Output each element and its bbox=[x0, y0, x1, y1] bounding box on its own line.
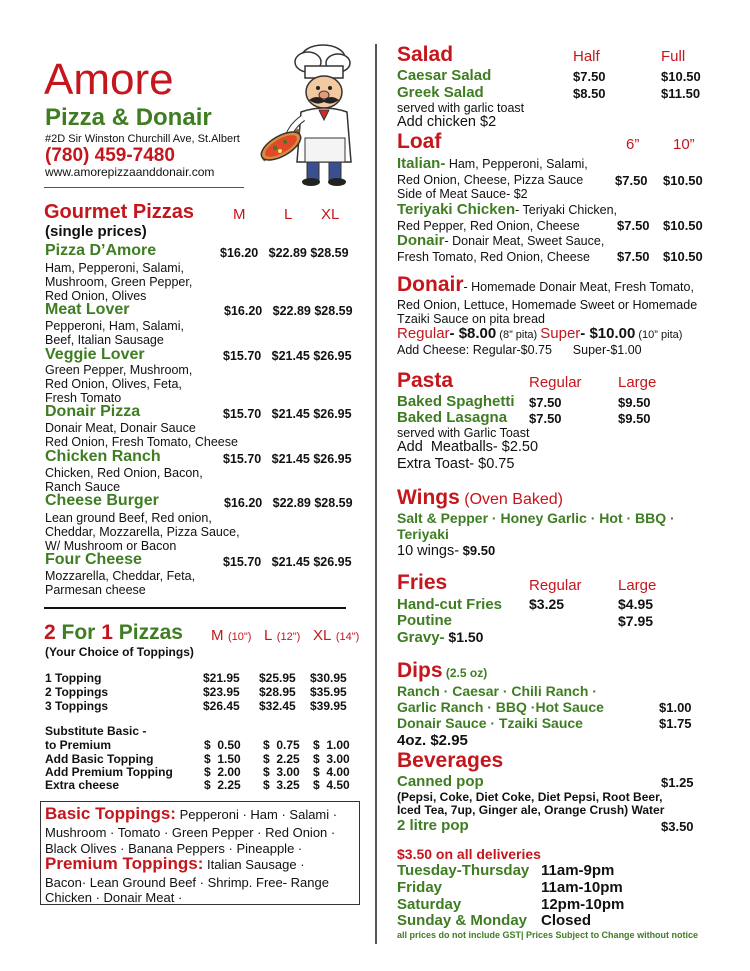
salad-item-half: $7.50 bbox=[573, 69, 606, 84]
salad-item-name: Caesar Salad bbox=[397, 67, 492, 84]
twoforone-row-xl: $39.95 bbox=[310, 699, 347, 713]
toppings-basic-line1 bbox=[45, 804, 337, 824]
donair-desc: - Homemade Donair Meat, Fresh Tomato, bbox=[463, 280, 694, 294]
donair-title: Donair bbox=[397, 273, 464, 296]
loaf-donair bbox=[397, 232, 604, 250]
loaf-italian bbox=[397, 155, 588, 173]
brand-phone: (780) 459-7480 bbox=[45, 145, 175, 166]
beverages-litre-price: $3.50 bbox=[661, 819, 694, 834]
fries-handcut-regular: $3.25 bbox=[529, 596, 565, 612]
twoforone-extra-m: $ 1.50 bbox=[204, 752, 241, 766]
loaf-italian-price-10: $10.50 bbox=[663, 173, 703, 188]
delivery-day: Saturday bbox=[397, 896, 462, 913]
twoforone-word: Pizzas bbox=[118, 621, 183, 644]
twoforone-row-label: 3 Toppings bbox=[45, 699, 109, 713]
dips-header bbox=[397, 659, 487, 683]
fries-large: Large bbox=[618, 577, 657, 594]
fries-gravy: Gravy- bbox=[397, 629, 445, 646]
loaf-donair-name: Donair bbox=[397, 232, 445, 249]
delivery-time: Closed bbox=[541, 912, 592, 929]
pasta-note: served with Garlic Toast bbox=[397, 426, 530, 440]
loaf-donair-desc2: Fresh Tomato, Red Onion, Cheese bbox=[397, 250, 590, 264]
loaf-teriyaki bbox=[397, 201, 617, 219]
loaf-title: Loaf bbox=[397, 130, 442, 153]
wings-count: 10 wings- bbox=[397, 543, 460, 559]
pasta-addon1: Add Meatballs- $2.50 bbox=[397, 439, 539, 455]
brand-subtitle: Pizza & Donair bbox=[45, 104, 212, 131]
toppings-premium-line3: Chicken · Donair Meat · bbox=[45, 890, 183, 905]
twoforone-row-l: $28.95 bbox=[259, 685, 296, 699]
donair-header bbox=[397, 273, 694, 297]
dips-line3: Donair Sauce · Tzaiki Sauce bbox=[397, 715, 583, 731]
salad-item-name: Greek Salad bbox=[397, 84, 484, 101]
gourmet-item-prices: $15.70 $21.45 $26.95 bbox=[223, 349, 352, 363]
salad-half: Half bbox=[573, 48, 600, 65]
dips-line4: 4oz. $2.95 bbox=[397, 732, 468, 749]
salad-item-full: $11.50 bbox=[661, 86, 701, 101]
twoforone-size-l bbox=[264, 627, 300, 645]
gourmet-item-desc: Green Pepper, Mushroom, bbox=[45, 363, 193, 377]
toppings-basic-text: Pepperoni · Ham · Salami · bbox=[175, 807, 338, 822]
gourmet-item-name: Chicken Ranch bbox=[45, 448, 161, 465]
fries-gravy-line bbox=[397, 629, 483, 647]
dips-line3-price: $1.75 bbox=[659, 716, 692, 731]
gourmet-item-prices: $15.70 $21.45 $26.95 bbox=[223, 452, 352, 466]
twoforone-size-xl-label: XL bbox=[313, 627, 332, 644]
pasta-large: Large bbox=[618, 374, 657, 391]
twoforone-row-label: 2 Toppings bbox=[45, 685, 109, 699]
delivery-day: Sunday & Monday bbox=[397, 912, 528, 929]
brand-website: www.amorepizzaanddonair.com bbox=[45, 165, 215, 179]
toppings-premium-line2: Bacon· Lean Ground Beef · Shrimp. Free- Range bbox=[45, 875, 329, 890]
wings-title: Wings bbox=[397, 486, 460, 509]
pasta-title: Pasta bbox=[397, 369, 454, 392]
twoforone-extra-m: $ 0.50 bbox=[204, 738, 241, 752]
gourmet-size-xl: XL bbox=[321, 206, 340, 223]
twoforone-title bbox=[44, 621, 183, 645]
gourmet-item-desc: Lean ground Beef, Red onion, bbox=[45, 511, 212, 525]
fries-regular: Regular bbox=[529, 577, 582, 594]
donair-regular-size: (8” pita) bbox=[496, 329, 541, 341]
twoforone-row-l: $32.45 bbox=[259, 699, 296, 713]
pasta-item-regular: $7.50 bbox=[529, 411, 562, 426]
dips-line2: Garlic Ranch · BBQ ·Hot Sauce bbox=[397, 699, 604, 715]
twoforone-size-l-label: L bbox=[264, 627, 273, 644]
gourmet-item-desc: Red Onion, Olives bbox=[45, 289, 147, 303]
gourmet-item-name: Veggie Lover bbox=[45, 346, 145, 363]
toppings-basic-title: Basic Toppings: bbox=[45, 804, 176, 823]
donair-regular-price: - $8.00 bbox=[449, 325, 497, 342]
gourmet-size-m: M bbox=[233, 206, 246, 223]
gourmet-item-desc: Ranch Sauce bbox=[45, 480, 121, 494]
dips-size: (2.5 oz) bbox=[442, 666, 488, 680]
beverages-canned-desc2: Iced Tea, 7up, Ginger ale, Orange Crush) Water bbox=[397, 803, 665, 817]
twoforone-extra-xl: $ 3.00 bbox=[313, 752, 350, 766]
twoforone-row-m: $23.95 bbox=[203, 685, 240, 699]
loaf-teriyaki-price-6: $7.50 bbox=[617, 218, 650, 233]
pasta-item-name: Baked Spaghetti bbox=[397, 393, 515, 410]
twoforone-extra-label: Add Premium Topping bbox=[45, 765, 173, 779]
donair-prices bbox=[397, 325, 682, 343]
wings-flavors: Salt & Pepper · Honey Garlic · Hot · BBQ · bbox=[397, 510, 675, 526]
dips-title: Dips bbox=[397, 659, 443, 682]
gourmet-item-desc: W/ Mushroom or Bacon bbox=[45, 539, 177, 553]
gourmet-item-desc: Fresh Tomato bbox=[45, 391, 122, 405]
twoforone-note: (Your Choice of Toppings) bbox=[45, 645, 194, 659]
gourmet-item-prices: $15.70 $21.45 $26.95 bbox=[223, 407, 352, 421]
twoforone-extra-xl: $ 4.00 bbox=[313, 765, 350, 779]
beverages-canned: Canned pop bbox=[397, 773, 484, 790]
twoforone-row-m: $26.45 bbox=[203, 699, 240, 713]
twoforone-row-xl: $35.95 bbox=[310, 685, 347, 699]
gourmet-item-desc: Chicken, Red Onion, Bacon, bbox=[45, 466, 203, 480]
twoforone-for: For bbox=[61, 621, 96, 644]
donair-cheese: Add Cheese: Regular-$0.75 Super-$1.00 bbox=[397, 343, 642, 357]
toppings-basic-line3: Black Olives · Banana Peppers · Pineapple · bbox=[45, 841, 303, 856]
gourmet-item-desc: Beef, Italian Sausage bbox=[45, 333, 164, 347]
gourmet-item-prices: $16.20 $22.89 $28.59 bbox=[220, 246, 349, 260]
twoforone-size-m-label: M bbox=[211, 627, 224, 644]
twoforone-row-xl: $30.95 bbox=[310, 671, 347, 685]
twoforone-extra-xl: $ 4.50 bbox=[313, 778, 350, 792]
gourmet-item-desc: Pepperoni, Ham, Salami, bbox=[45, 319, 184, 333]
wings-price: $9.50 bbox=[459, 543, 496, 558]
salad-note: served with garlic toast bbox=[397, 101, 525, 115]
toppings-premium-title: Premium Toppings: bbox=[45, 854, 204, 873]
salad-item-full: $10.50 bbox=[661, 69, 701, 84]
delivery-fee: $3.50 on all deliveries bbox=[397, 846, 541, 862]
loaf-size-6: 6” bbox=[626, 136, 640, 153]
twoforone-extra-m: $ 2.25 bbox=[204, 778, 241, 792]
delivery-time: 11am-9pm bbox=[541, 862, 615, 879]
twoforone-size-m bbox=[211, 627, 251, 645]
delivery-time: 11am-10pm bbox=[541, 879, 623, 896]
twoforone-size-xl-inches: (14") bbox=[335, 631, 360, 643]
twoforone-size-l-inches: (12") bbox=[276, 631, 301, 643]
donair-super-size: (10” pita) bbox=[635, 329, 683, 341]
gourmet-item-prices: $16.20 $22.89 $28.59 bbox=[224, 304, 353, 318]
donair-desc2: Red Onion, Lettuce, Homemade Sweet or Homemade bbox=[397, 298, 698, 312]
gourmet-item-prices: $15.70 $21.45 $26.95 bbox=[223, 555, 352, 569]
beverages-title: Beverages bbox=[397, 749, 504, 772]
loaf-italian-desc: Ham, Pepperoni, Salami, bbox=[445, 157, 588, 171]
pasta-item-name: Baked Lasagna bbox=[397, 409, 508, 426]
loaf-donair-price-10: $10.50 bbox=[663, 249, 703, 264]
dips-line2-price: $1.00 bbox=[659, 700, 692, 715]
twoforone-extra-label: to Premium bbox=[45, 738, 112, 752]
fries-gravy-price: $1.50 bbox=[444, 629, 484, 645]
twoforone-row-l: $25.95 bbox=[259, 671, 296, 685]
twoforone-extra-m: $ 2.00 bbox=[204, 765, 241, 779]
gourmet-item-desc: Mozzarella, Cheddar, Feta, bbox=[45, 569, 196, 583]
loaf-italian-desc2: Red Onion, Cheese, Pizza Sauce bbox=[397, 173, 584, 187]
loaf-italian-price-6: $7.50 bbox=[615, 173, 648, 188]
gourmet-note: (single prices) bbox=[45, 223, 147, 240]
gourmet-item-name: Four Cheese bbox=[45, 551, 142, 568]
twoforone-extra-l: $ 3.00 bbox=[263, 765, 300, 779]
twoforone-size-xl bbox=[313, 627, 359, 645]
pasta-regular: Regular bbox=[529, 374, 582, 391]
loaf-teriyaki-desc2: Red Pepper, Red Onion, Cheese bbox=[397, 219, 580, 233]
chef-illustration bbox=[253, 42, 365, 190]
beverages-canned-price: $1.25 bbox=[661, 775, 694, 790]
fries-handcut-large: $4.95 bbox=[618, 596, 654, 612]
donair-super-label: Super bbox=[540, 325, 581, 342]
beverages-canned-desc: (Pepsi, Coke, Diet Coke, Diet Pepsi, Root Beer, bbox=[397, 790, 663, 804]
loaf-teriyaki-name: Teriyaki Chicken bbox=[397, 201, 516, 218]
wings-flavors2: Teriyaki bbox=[397, 526, 449, 542]
gourmet-item-desc: Mushroom, Green Pepper, bbox=[45, 275, 193, 289]
gourmet-item-desc: Ham, Pepperoni, Salami, bbox=[45, 261, 184, 275]
wings-price-line bbox=[397, 542, 495, 560]
wings-subtitle: (Oven Baked) bbox=[459, 491, 563, 508]
fries-handcut: Hand-cut Fries bbox=[397, 596, 503, 613]
donair-regular-label: Regular bbox=[397, 325, 450, 342]
twoforone-extra-label: Extra cheese bbox=[45, 778, 120, 792]
brand-address: #2D Sir Winston Churchill Ave, St.Albert bbox=[45, 133, 240, 145]
delivery-time: 12pm-10pm bbox=[541, 896, 625, 913]
gourmet-item-desc: Donair Meat, Donair Sauce bbox=[45, 421, 196, 435]
delivery-day: Friday bbox=[397, 879, 443, 896]
brand-name: Amore bbox=[44, 55, 174, 104]
twoforone-extra-l: $ 0.75 bbox=[263, 738, 300, 752]
loaf-donair-desc: - Donair Meat, Sweet Sauce, bbox=[444, 234, 605, 248]
gourmet-item-name: Cheese Burger bbox=[45, 492, 159, 509]
loaf-teriyaki-price-10: $10.50 bbox=[663, 218, 703, 233]
toppings-basic-line2: Mushroom · Tomato · Green Pepper · Red Onion · bbox=[45, 825, 336, 840]
twoforone-extra-l: $ 2.25 bbox=[263, 752, 300, 766]
toppings-premium-text: Italian Sausage · bbox=[203, 857, 305, 872]
gourmet-divider bbox=[44, 607, 346, 609]
twoforone-extra-label: Add Basic Topping bbox=[45, 752, 154, 766]
gourmet-item-desc: Red Onion, Olives, Feta, bbox=[45, 377, 182, 391]
gourmet-item-name: Pizza D’Amore bbox=[45, 242, 157, 259]
loaf-donair-price-6: $7.50 bbox=[617, 249, 650, 264]
fries-poutine-large: $7.95 bbox=[618, 613, 654, 629]
gourmet-item-name: Donair Pizza bbox=[45, 403, 141, 420]
pasta-addon2: Extra Toast- $0.75 bbox=[397, 456, 515, 472]
twoforone-extra-xl: $ 1.00 bbox=[313, 738, 350, 752]
gourmet-title: Gourmet Pizzas bbox=[44, 201, 195, 223]
delivery-disclaimer: all prices do not include GST| Prices Subject to Change without notice bbox=[397, 930, 699, 940]
salad-title: Salad bbox=[397, 43, 454, 66]
donair-desc3: Tzaiki Sauce on pita bread bbox=[397, 312, 546, 326]
wings-header bbox=[397, 486, 563, 510]
salad-full: Full bbox=[661, 48, 686, 65]
gourmet-item-desc: Red Onion, Fresh Tomato, Cheese bbox=[45, 435, 238, 449]
donair-super-price: - $10.00 bbox=[580, 325, 636, 342]
twoforone-extra-l: $ 3.25 bbox=[263, 778, 300, 792]
salad-item-half: $8.50 bbox=[573, 86, 606, 101]
twoforone-num1: 2 bbox=[44, 621, 56, 644]
column-divider bbox=[375, 44, 377, 944]
pasta-item-large: $9.50 bbox=[618, 411, 651, 426]
pasta-item-regular: $7.50 bbox=[529, 395, 562, 410]
gourmet-item-name: Meat Lover bbox=[45, 301, 130, 318]
beverages-litre: 2 litre pop bbox=[397, 817, 469, 834]
salad-addon: Add chicken $2 bbox=[397, 114, 497, 130]
twoforone-row-m: $21.95 bbox=[203, 671, 240, 685]
fries-title: Fries bbox=[397, 571, 448, 594]
loaf-size-10: 10” bbox=[673, 136, 695, 153]
gourmet-size-l: L bbox=[284, 206, 293, 223]
loaf-teriyaki-desc: - Teriyaki Chicken, bbox=[515, 203, 618, 217]
gourmet-item-desc: Cheddar, Mozzarella, Pizza Sauce, bbox=[45, 525, 240, 539]
toppings-premium-line1 bbox=[45, 854, 305, 874]
loaf-italian-name: Italian- bbox=[397, 155, 446, 172]
twoforone-row-label: 1 Topping bbox=[45, 671, 102, 685]
pasta-item-large: $9.50 bbox=[618, 395, 651, 410]
loaf-side: Side of Meat Sauce- $2 bbox=[397, 187, 528, 201]
gourmet-item-prices: $16.20 $22.89 $28.59 bbox=[224, 496, 353, 510]
twoforone-extra-label: Substitute Basic - bbox=[45, 724, 147, 738]
twoforone-num2: 1 bbox=[101, 621, 113, 644]
gourmet-item-desc: Parmesan cheese bbox=[45, 583, 146, 597]
delivery-day: Tuesday-Thursday bbox=[397, 862, 530, 879]
dips-line1: Ranch · Caesar · Chili Ranch · bbox=[397, 683, 597, 699]
twoforone-size-m-inches: (10") bbox=[227, 631, 252, 643]
fries-poutine: Poutine bbox=[397, 612, 452, 629]
brand-divider bbox=[44, 187, 244, 188]
